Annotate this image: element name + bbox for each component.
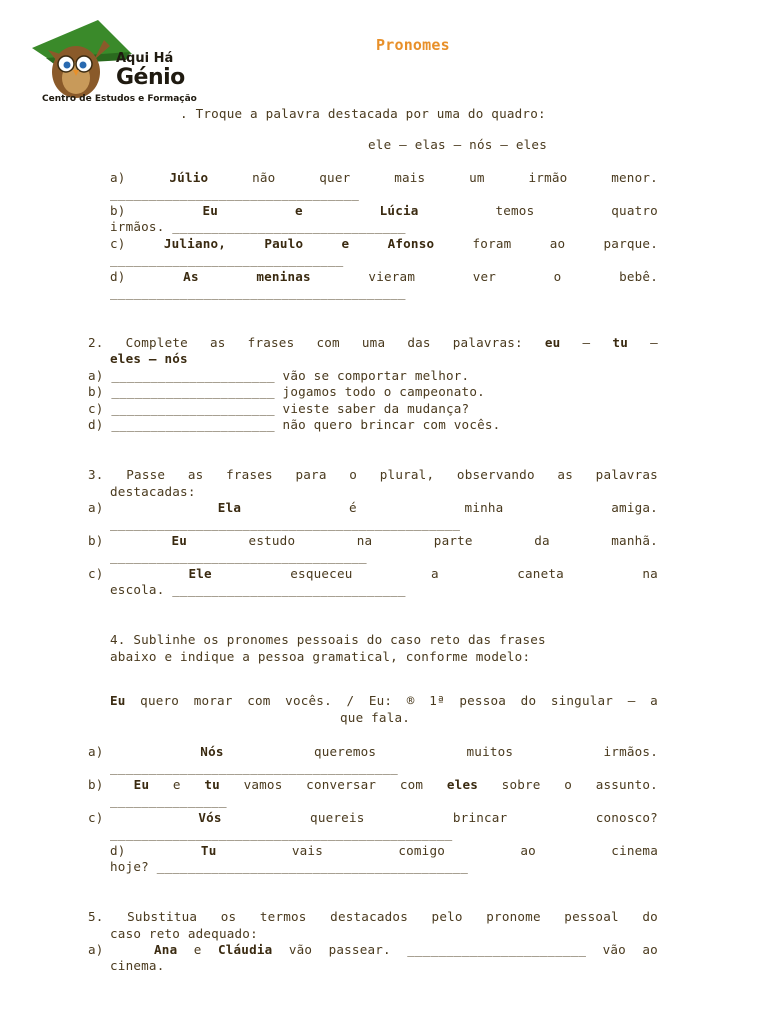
word: é — [348, 500, 357, 515]
s3-c-answer-line[interactable]: escola. ______________________________ — [110, 582, 406, 597]
word: morar — [193, 693, 233, 708]
item-letter: b) — [88, 533, 104, 548]
s2-item-c[interactable]: c) _____________________ vieste saber da mudança? — [88, 401, 470, 416]
s4-model-line2: que fala. — [340, 710, 411, 725]
word: Eu: — [368, 693, 393, 708]
word: parque. — [603, 236, 658, 251]
highlighted-word: e — [341, 236, 350, 251]
item-letter: c) — [88, 810, 104, 825]
highlighted-word: meninas — [256, 269, 311, 284]
word: os — [220, 909, 237, 924]
word: a — [430, 566, 439, 581]
s1-item-c — [110, 236, 658, 252]
word: observando — [456, 467, 535, 482]
s1-item-a — [110, 170, 658, 186]
item-letter: c) — [110, 236, 126, 251]
word: as — [557, 467, 573, 482]
word: frases — [247, 335, 295, 350]
highlighted-word: Tu — [200, 843, 217, 858]
word: ao — [520, 843, 536, 858]
s4-item-c — [88, 810, 658, 826]
word: vão — [288, 942, 313, 957]
word: queremos — [313, 744, 377, 759]
word: singular — [550, 693, 614, 708]
word: / — [346, 693, 355, 708]
word: brincar — [452, 810, 508, 825]
section-number: 2. — [88, 335, 104, 350]
item-letter: a) — [88, 942, 104, 957]
word: estudo — [248, 533, 296, 548]
item-letter: a) — [88, 744, 104, 759]
s4-item-a — [88, 744, 658, 760]
s4-item-d — [110, 843, 658, 859]
word: do — [642, 909, 658, 924]
word: vocês. — [285, 693, 332, 708]
word: quero — [140, 693, 180, 708]
word: ao — [549, 236, 566, 251]
logo — [30, 20, 197, 104]
s1-heading: . Troque a palavra destacada por uma do quadro: — [180, 106, 546, 121]
pronoun-option: eu — [544, 335, 561, 350]
word: manhã. — [611, 533, 658, 548]
item-letter: d) — [110, 269, 126, 284]
word: minha — [464, 500, 504, 515]
word: a — [650, 693, 658, 708]
s4-d-answer-line[interactable]: hoje? ________________________________________ — [110, 859, 468, 874]
page-title: Pronomes — [376, 36, 450, 54]
word: mais — [394, 170, 426, 185]
word: muitos — [466, 744, 514, 759]
word: pessoal — [564, 909, 619, 924]
highlighted-word: tu — [204, 777, 220, 792]
s2-item-a[interactable]: a) _____________________ vão se comportar melhor. — [88, 368, 470, 383]
model-pronoun: Eu — [110, 693, 126, 708]
s3-item-a — [88, 500, 658, 516]
word: esqueceu — [290, 566, 353, 581]
highlighted-word: eles — [446, 777, 479, 792]
word: o — [564, 777, 573, 792]
word: frases — [226, 467, 273, 482]
word: foram — [472, 236, 512, 251]
word: plural, — [379, 467, 435, 482]
s1-word-box: ele – elas – nós – eles — [368, 137, 547, 152]
s2-heading-line2 — [110, 351, 188, 367]
word: – — [582, 335, 591, 350]
word: passear. — [328, 942, 391, 957]
highlighted-word: Ana — [154, 942, 178, 957]
highlighted-word: Júlio — [169, 170, 209, 185]
word: com — [247, 693, 271, 708]
s1-item-b — [110, 203, 658, 219]
word: do — [520, 693, 537, 708]
highlighted-word: Eu — [171, 533, 188, 548]
word: na — [356, 533, 373, 548]
word: das — [407, 335, 431, 350]
s3-heading-line2: destacadas: — [110, 484, 196, 499]
s3-heading — [88, 467, 658, 483]
highlighted-word: Eu — [133, 777, 150, 792]
s5-item-a-line2: cinema. — [110, 958, 165, 973]
s5-item-a — [88, 942, 658, 958]
word: para — [295, 467, 327, 482]
s3-item-c — [88, 566, 658, 582]
arrow-symbol: ® — [406, 693, 415, 708]
pronoun-options: eles – nós — [110, 351, 188, 366]
word: bebê. — [619, 269, 658, 284]
word: irmãos. — [603, 744, 658, 759]
word: uma — [361, 335, 386, 350]
item-letter: b) — [110, 203, 126, 218]
s4-b-answer-line[interactable]: _______________ — [110, 793, 227, 808]
word: parte — [433, 533, 473, 548]
word: vieram — [368, 269, 416, 284]
highlighted-word: Lúcia — [379, 203, 419, 218]
section-number: 3. — [88, 467, 104, 482]
word: assunto. — [595, 777, 658, 792]
word: na — [642, 566, 658, 581]
highlighted-word: Ele — [188, 566, 212, 581]
item-letter: c) — [88, 566, 104, 581]
word: palavras: — [452, 335, 523, 350]
s3-b-answer-line[interactable]: _________________________________ — [110, 549, 367, 564]
s4-item-b — [88, 777, 658, 793]
word: vais — [291, 843, 323, 858]
s2-heading — [88, 335, 658, 351]
item-letter: a) — [110, 170, 126, 185]
highlighted-word: Vós — [198, 810, 222, 825]
logo-text-line2: Génio — [116, 65, 185, 90]
s4-model — [110, 693, 658, 709]
word: vamos — [243, 777, 283, 792]
s1-item-d — [110, 269, 658, 285]
word: conosco? — [595, 810, 658, 825]
word: destacados — [330, 909, 408, 924]
word: caneta — [517, 566, 564, 581]
word: vão — [602, 942, 626, 957]
logo-text-line1: Aqui Há — [116, 51, 174, 66]
s4-a-answer-line[interactable]: _____________________________________ — [110, 760, 398, 775]
pronoun-option: tu — [612, 335, 628, 350]
s4-heading: 4. Sublinhe os pronomes pessoais do caso reto das frases — [110, 632, 546, 647]
answer-blank[interactable]: _______________________ — [407, 942, 587, 957]
word: ver — [472, 269, 497, 284]
word: o — [553, 269, 562, 284]
s1-b-answer-line[interactable]: irmãos. ______________________________ — [110, 219, 406, 234]
highlighted-word: Cláudia — [217, 942, 273, 957]
word: quereis — [310, 810, 365, 825]
highlighted-word: Juliano, — [163, 236, 227, 251]
word: comigo — [398, 843, 446, 858]
word: menor. — [611, 170, 658, 185]
logo-text-line3: Centro de Estudos e Formação — [42, 94, 197, 104]
s2-item-d[interactable]: d) _____________________ não quero brincar com vocês. — [88, 417, 501, 432]
item-letter: a) — [88, 500, 104, 515]
section-number: 5. — [88, 909, 104, 924]
word: da — [534, 533, 550, 548]
word: com — [399, 777, 424, 792]
word: quatro — [611, 203, 658, 218]
s5-heading — [88, 909, 658, 925]
word: as — [210, 335, 226, 350]
word: pronome — [486, 909, 541, 924]
highlighted-word: Paulo — [264, 236, 304, 251]
highlighted-word: Eu — [202, 203, 219, 218]
word: cinema — [611, 843, 658, 858]
s2-item-b[interactable]: b) _____________________ jogamos todo o campeonato. — [88, 384, 485, 399]
s4-heading-line2: abaixo e indique a pessoa gramatical, conforme modelo: — [110, 649, 531, 664]
word: e — [193, 942, 202, 957]
s1-a-answer-line[interactable]: ________________________________ — [110, 186, 360, 201]
highlighted-word: Ela — [217, 500, 242, 515]
word: quer — [319, 170, 351, 185]
word: palavras — [595, 467, 658, 482]
word: Passe — [126, 467, 166, 482]
highlighted-word: Nós — [200, 744, 224, 759]
s3-a-answer-line[interactable]: _____________________________________________ — [110, 516, 461, 531]
highlighted-word: Afonso — [387, 236, 435, 251]
word: – — [627, 693, 636, 708]
word: 1ª — [429, 693, 445, 708]
word: não — [252, 170, 276, 185]
highlighted-word: As — [183, 269, 199, 284]
word: com — [316, 335, 340, 350]
word: as — [187, 467, 204, 482]
item-letter: b) — [88, 777, 104, 792]
word: pelo — [431, 909, 463, 924]
word: sobre — [501, 777, 541, 792]
word: um — [469, 170, 485, 185]
word: irmão — [528, 170, 568, 185]
word: conversar — [306, 777, 377, 792]
word: temos — [495, 203, 535, 218]
word: Substitua — [127, 909, 198, 924]
word: o — [349, 467, 358, 482]
s3-item-b — [88, 533, 658, 549]
word: ao — [642, 942, 658, 957]
word: Complete — [125, 335, 188, 350]
s1-c-answer-line[interactable]: ______________________________ — [110, 252, 344, 267]
word: termos — [259, 909, 307, 924]
s4-c-answer-line[interactable]: ____________________________________________ — [110, 826, 453, 841]
word: amiga. — [611, 500, 658, 515]
word: e — [172, 777, 181, 792]
word: pessoa — [459, 693, 507, 708]
item-letter: d) — [110, 843, 126, 858]
highlighted-word: e — [294, 203, 303, 218]
s1-d-answer-line[interactable]: ______________________________________ — [110, 285, 406, 300]
word: – — [650, 335, 658, 350]
s5-heading-line2: caso reto adequado: — [110, 926, 258, 941]
